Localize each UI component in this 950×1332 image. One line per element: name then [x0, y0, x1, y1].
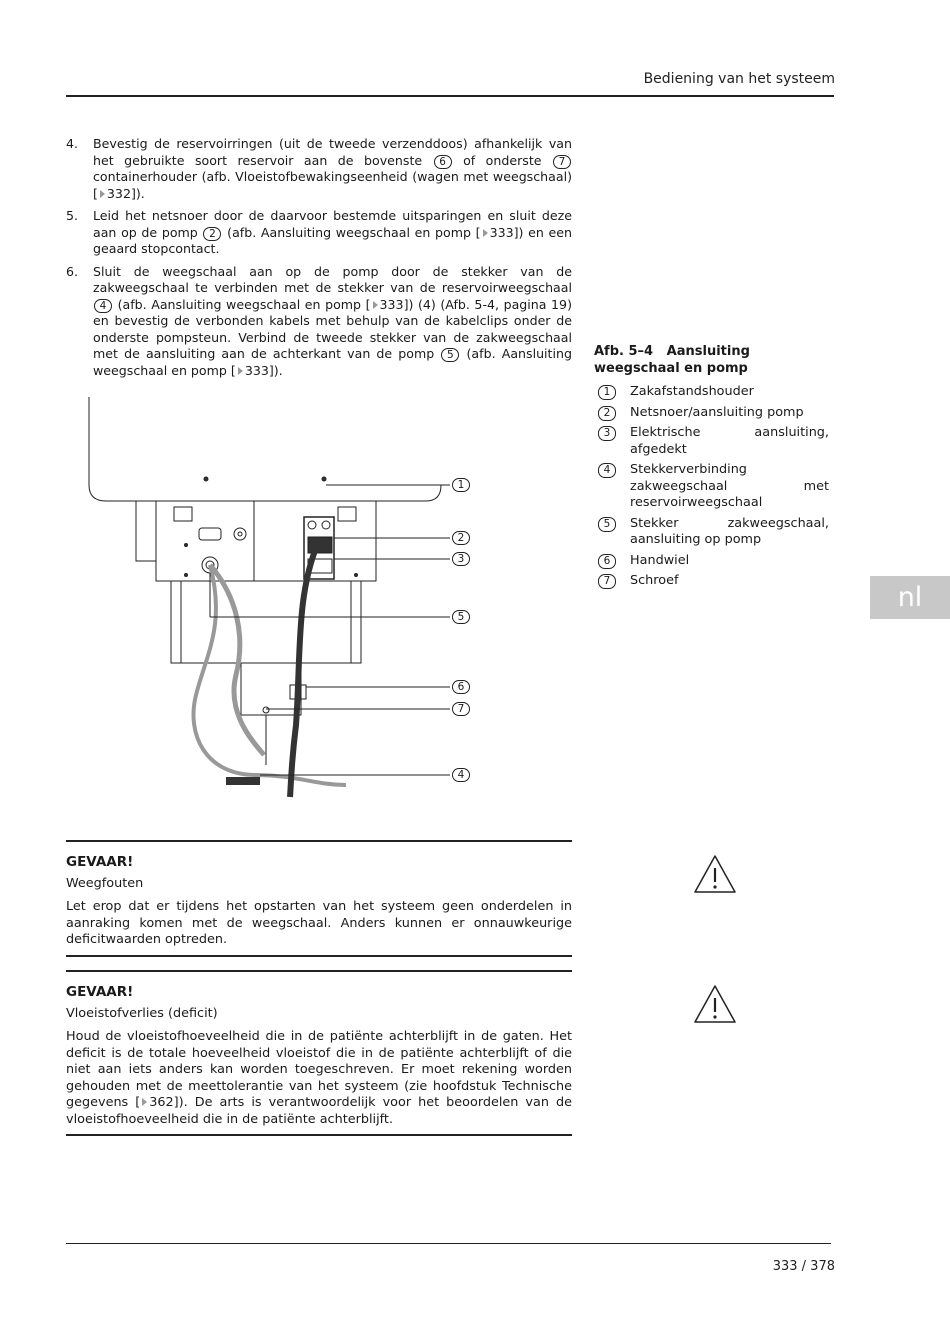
legend-item: [597, 425, 829, 458]
figure-legend: [597, 384, 829, 594]
legend-item: [597, 384, 829, 401]
figure-callout-3: 3: [452, 552, 470, 566]
figure-callout-2: 2: [452, 531, 470, 545]
page-link-arrow-icon[interactable]: [100, 190, 105, 198]
page-link-arrow-icon[interactable]: [238, 367, 243, 375]
legend-item: [597, 405, 829, 422]
legend-number: 6: [598, 554, 616, 569]
figure-caption: Afb. 5–4 Aansluiting weegschaal en pomp: [594, 344, 755, 376]
page-link-arrow-icon[interactable]: [483, 229, 488, 237]
callout-ref: 2: [203, 227, 221, 241]
figure-callout-4: 4: [452, 768, 470, 782]
running-header: Bediening van het systeem: [643, 71, 835, 87]
warning-triangle-icon: [693, 984, 737, 1024]
warning-bottom-rule: [66, 1134, 572, 1136]
legend-item: [597, 573, 829, 590]
step-text: Sluit de weegschaal aan op de pomp door de stekker van de zakweegschaal te verbinden met de stekker van de reservoirweegschaal 4 (afb. Aansluiting weegschaal en pomp [ 333]) (4) (Afb. 5-4, pagina 19) en bevestig de verbonden kabels met behulp van de kabelclips onder de onderste pompsteun. Verbind de tweede stekker van de zakweegschaal met de aansluiting aan de achterkant van de pomp 5 (afb. Aansluiting weegschaal en pomp [ 333]).: [93, 263, 572, 378]
step-4: [66, 136, 572, 202]
warning-body: Let erop dat er tijdens het opstarten van het systeem geen onderdelen in aanraking komen met de weegschaal. Anders kunnen er onnauwkeurige deficitwaarden optreden.: [66, 899, 572, 947]
legend-number: 2: [598, 406, 616, 421]
pump-scale-figure: [86, 395, 486, 805]
instruction-steps: [66, 136, 572, 385]
step-text: Leid het netsnoer door de daarvoor bestemde uitsparingen en sluit deze aan op de pomp 2 (afb. Aansluiting weegschaal en pomp [ 333]) en een geaard stopcontact.: [93, 208, 572, 256]
legend-number: 4: [598, 463, 616, 478]
warning-bottom-rule: [66, 955, 572, 957]
warning-top-rule: [66, 840, 572, 842]
warning-title: GEVAAR!: [66, 854, 134, 870]
legend-item: [597, 553, 829, 570]
step-number: 5.: [66, 208, 79, 223]
callout-ref: 7: [553, 155, 571, 169]
figure-callout-1: 1: [452, 478, 470, 492]
step-5: [66, 208, 572, 258]
legend-item: [597, 516, 829, 549]
page-link-arrow-icon[interactable]: [142, 1098, 147, 1106]
figure-callout-6: 6: [452, 680, 470, 694]
callout-ref: 6: [434, 155, 452, 169]
warning-subtitle: Vloeistofverlies (deficit): [66, 1006, 218, 1021]
footer-rule: [66, 1243, 831, 1244]
header-rule: [66, 95, 834, 97]
warning-box-weighing: [66, 840, 572, 957]
warning-title: GEVAAR!: [66, 984, 134, 1000]
step-number: 4.: [66, 136, 79, 151]
step-text: Bevestig de reservoirringen (uit de tweede verzenddoos) afhankelijk van het gebruikte soort reservoir aan de bovenste 6 of onderste 7 containerhouder (afb. Vloeistofbewakingseenheid (wagen met weegschaal) [ 332]).: [93, 136, 572, 201]
figure-callout-7: 7: [452, 702, 470, 716]
figure-callout-5: 5: [452, 610, 470, 624]
page-link-arrow-icon[interactable]: [373, 301, 378, 309]
legend-text: Elektrische aansluiting, afgedekt: [630, 425, 829, 457]
language-tab[interactable]: nl: [870, 576, 950, 619]
legend-text: Stekker zakweegschaal, aansluiting op pomp: [630, 515, 829, 547]
legend-number: 1: [598, 385, 616, 400]
legend-text: Handwiel: [630, 552, 690, 568]
legend-text: Netsnoer/aansluiting pomp: [630, 404, 804, 420]
page-number: 333 / 378: [772, 1259, 835, 1274]
callout-ref: 4: [94, 299, 112, 313]
warning-triangle-icon: [693, 854, 737, 894]
warning-body: Houd de vloeistofhoeveelheid die in de patiënte achterblijft in de gaten. Het deficit is de totale hoeveelheid vloeistof die in de patiënte achterblijft of die niet aan iets anders kan worden toegeschreven. Er moet rekening worden gehouden met de meettolerantie van het systeem (zie hoofdstuk Technische gegevens [ 362]). De arts is verantwoordelijk voor het beoordelen van de vloeistofhoeveelheid die in de patiënte achterblijft.: [66, 1029, 572, 1127]
legend-number: 3: [598, 426, 616, 441]
legend-item: [597, 462, 829, 512]
legend-text: Schroef: [630, 573, 679, 588]
warning-top-rule: [66, 970, 572, 972]
legend-text: Stekkerverbinding zakweegschaal met reservoirweegschaal: [630, 462, 829, 510]
step-number: 6.: [66, 263, 79, 279]
warning-box-fluid-loss: [66, 970, 572, 1136]
callout-ref: 5: [441, 348, 459, 362]
warning-subtitle: Weegfouten: [66, 876, 144, 891]
step-6: [66, 264, 572, 380]
legend-text: Zakafstandshouder: [630, 384, 754, 399]
legend-number: 5: [598, 517, 616, 532]
legend-number: 7: [598, 574, 616, 589]
